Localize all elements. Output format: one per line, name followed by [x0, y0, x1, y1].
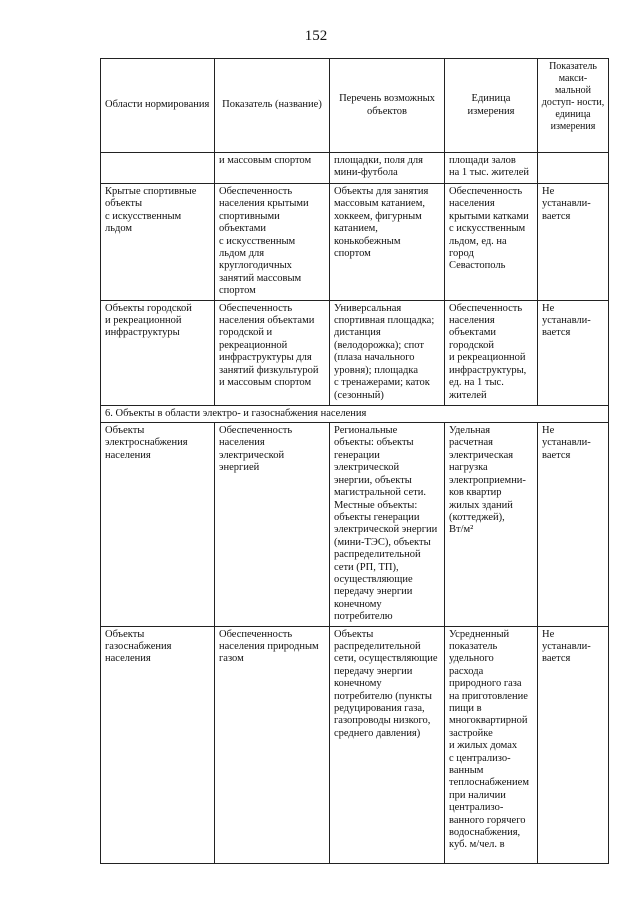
- cell-unit: площади залов на 1 тыс. жителей: [445, 153, 538, 184]
- header-normalization-area: Области нормирования: [101, 59, 215, 153]
- table-row: [101, 184, 609, 301]
- cell-objects: Объекты для занятия массовым катанием, хоккеем, фигурным катанием, конькобежным спортом: [330, 184, 445, 301]
- cell-unit: Удельная расчетная электрическая нагрузка электроприемни- ков квартир жилых зданий (коттеджей), Вт/м²: [445, 423, 538, 627]
- cell-indicator: Обеспеченность населения объектами городской и рекреационной инфраструктуры для занятий физкультурой и массовым спортом: [215, 300, 330, 405]
- cell-area: Крытые спортивные объекты с искусственным льдом: [101, 184, 215, 301]
- cell-area: Объекты электроснабжения населения: [101, 423, 215, 627]
- section-6-title: 6. Объекты в области электро- и газоснабжения населения: [101, 405, 609, 422]
- norms-table: [100, 58, 609, 864]
- table-row: [101, 300, 609, 405]
- cell-max-accessibility: Не устанавли- вается: [538, 423, 609, 627]
- cell-max-accessibility: Не устанавли- вается: [538, 300, 609, 405]
- cell-area: Объекты городской и рекреационной инфраструктуры: [101, 300, 215, 405]
- section-header-row: [101, 405, 609, 422]
- cell-indicator: Обеспеченность населения электрической энергией: [215, 423, 330, 627]
- cell-unit: Обеспеченность населения объектами городской и рекреационной инфраструктуры, ед. на 1 тыс. жителей: [445, 300, 538, 405]
- cell-area: Объекты газоснабжения населения: [101, 626, 215, 863]
- cell-max-accessibility: Не устанавли- вается: [538, 184, 609, 301]
- cell-objects: Объекты распределительной сети, осуществляющие передачу энергии конечному потребителю (пункты редуцирования газа, газопроводы низкого, среднего давления): [330, 626, 445, 863]
- cell-unit: Обеспеченность населения крытыми катками с искусственным льдом, ед. на город Севастополь: [445, 184, 538, 301]
- table-row: [101, 423, 609, 627]
- cell-indicator: и массовым спортом: [215, 153, 330, 184]
- table-row: [101, 626, 609, 863]
- header-indicator-name: Показатель (название): [215, 59, 330, 153]
- header-possible-objects: Перечень возможных объектов: [330, 59, 445, 153]
- cell-indicator: Обеспеченность населения крытыми спортивными объектами с искусственным льдом для круглогодичных занятий массовым спортом: [215, 184, 330, 301]
- header-max-accessibility: Показатель макси- мальной доступ- ности, единица измерения: [538, 59, 609, 153]
- cell-unit: Усредненный показатель удельного расхода природного газа на приготовление пищи в многоквартирной застройке и жилых домах с централизо- ванным теплоснабжением при наличии централизо- ванного горячего водоснабжения, куб. м/чел. в: [445, 626, 538, 863]
- cell-area: [101, 153, 215, 184]
- cell-objects: Региональные объекты: объекты генерации электрической энергии, объекты магистральной сети. Местные объекты: объекты генерации электрической энергии (мини-ТЭС), объекты распределительной сети (РП, ТП), осуществляющие передачу энергии конечному потребителю: [330, 423, 445, 627]
- cell-objects: Универсальная спортивная площадка; дистанция (велодорожка); спот (плаза начального уровня); площадка с тренажерами; каток (сезонный): [330, 300, 445, 405]
- cell-indicator: Обеспеченность населения природным газом: [215, 626, 330, 863]
- cell-max-accessibility: [538, 153, 609, 184]
- cell-objects: площадки, поля для мини-футбола: [330, 153, 445, 184]
- page-number: 152: [304, 28, 328, 44]
- table-row-continuation: [101, 153, 609, 184]
- table-header-row: [101, 59, 609, 153]
- header-unit: Единица измерения: [445, 59, 538, 153]
- cell-max-accessibility: Не устанавли- вается: [538, 626, 609, 863]
